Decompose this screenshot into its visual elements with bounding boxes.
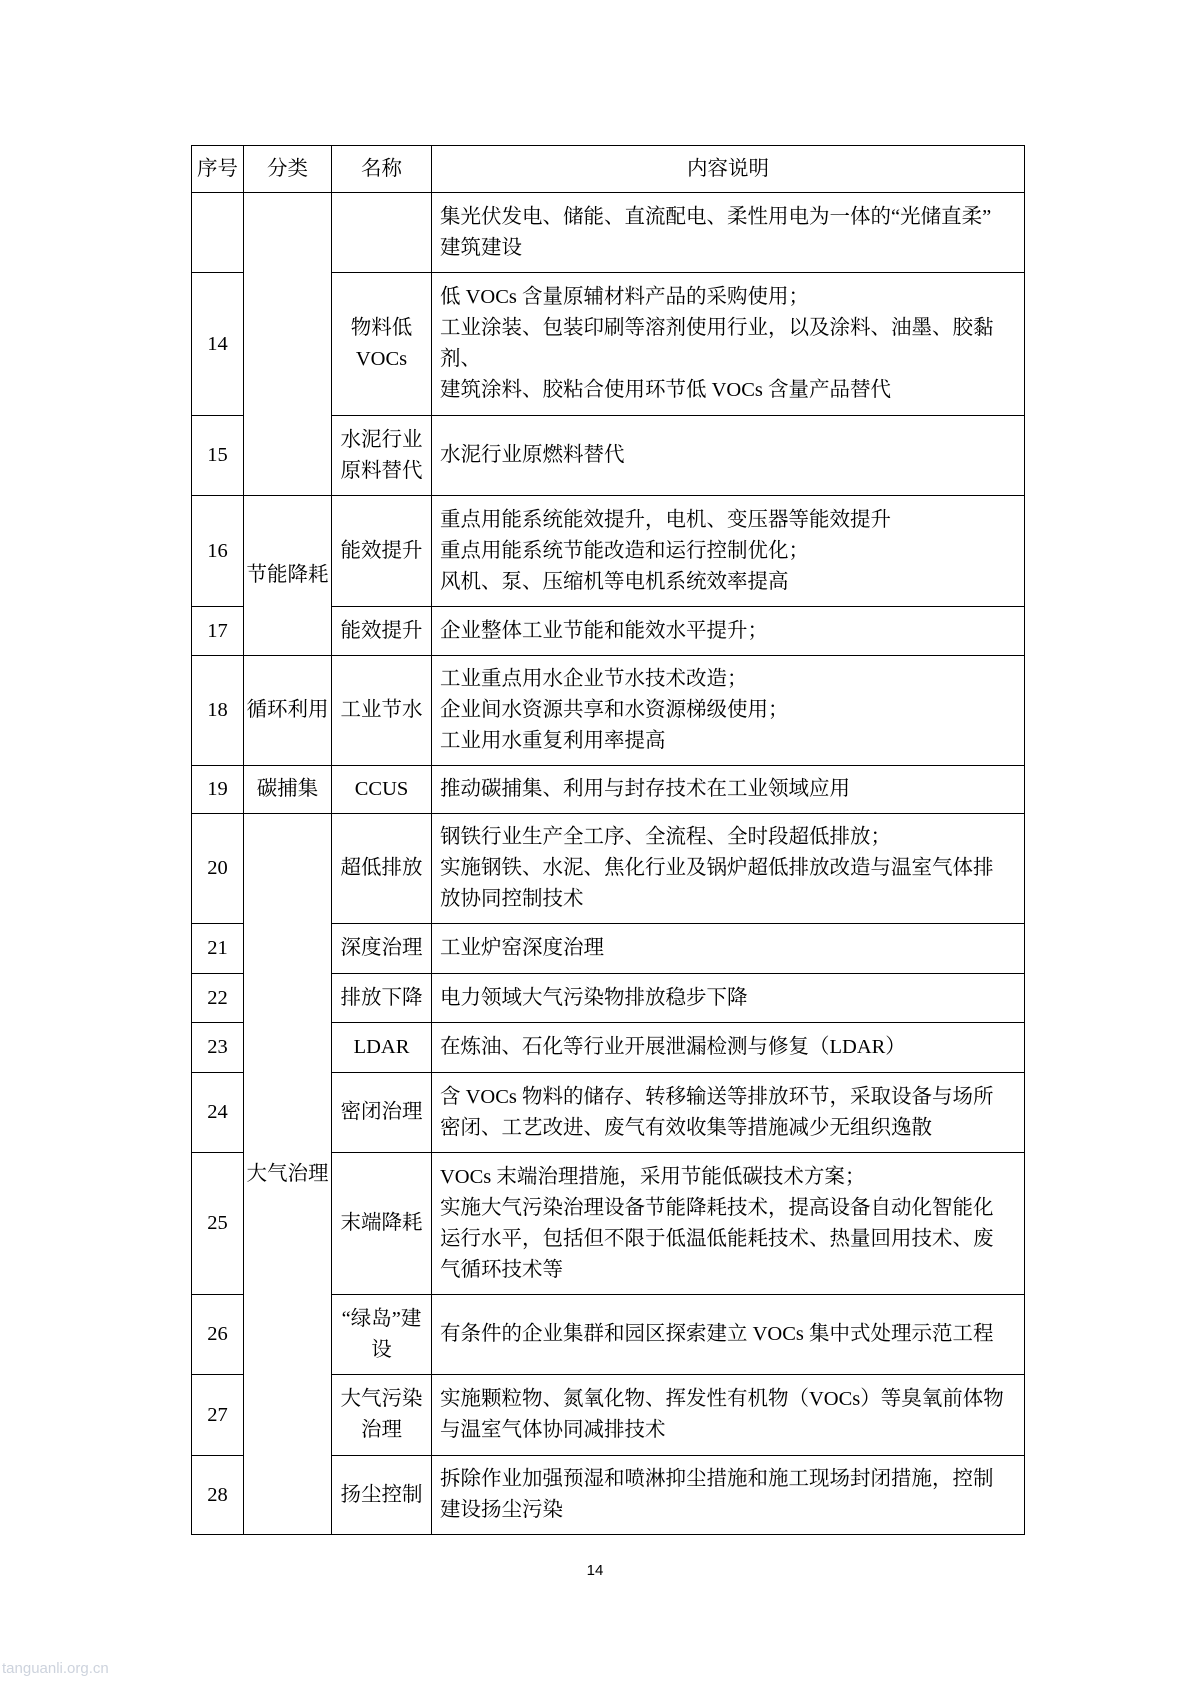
content-line: 企业整体工业节能和能效水平提升；	[440, 619, 768, 642]
content-line: 实施颗粒物、氮氧化物、挥发性有机物（VOCs）等臭氧前体物	[440, 1388, 1004, 1410]
table-row	[192, 814, 1025, 924]
content-line: 实施大气污染治理设备节能降耗技术，提高设备自动化智能化	[440, 1196, 994, 1219]
content-cell	[432, 974, 1025, 1023]
content-line: 在炼油、石化等行业开展泄漏检测与修复（LDAR）	[440, 1036, 906, 1058]
name-cell	[332, 496, 432, 607]
page-number: 14	[586, 1562, 604, 1579]
content-line: 建筑建设	[440, 236, 522, 259]
watermark-text: tanguanli.org.cn	[2, 1660, 109, 1677]
content-cell	[432, 656, 1025, 766]
content-line: 风机、泵、压缩机等电机系统效率提高	[440, 570, 789, 593]
table-row	[192, 496, 1025, 607]
name-line: 深度治理	[340, 937, 423, 959]
name-cell	[332, 766, 432, 814]
name-line: CCUS	[354, 778, 409, 800]
name-line: LDAR	[353, 1036, 410, 1058]
measures-table	[191, 145, 1025, 1535]
name-line: 能效提升	[340, 539, 423, 562]
content-line: 放协同控制技术	[440, 888, 584, 910]
table-row	[192, 193, 1025, 273]
content-line: 剂、	[440, 348, 481, 370]
seq-cell: 28	[192, 1456, 244, 1535]
content-line: 有条件的企业集群和园区探索建立 VOCs 集中式处理示范工程	[440, 1323, 994, 1345]
content-cell	[432, 766, 1025, 814]
name-line: 超低排放	[340, 857, 423, 879]
content-line: 重点用能系统节能改造和运行控制优化；	[440, 539, 809, 562]
seq-cell: 15	[192, 416, 244, 496]
content-line: VOCs 末端治理措施，采用节能低碳技术方案；	[440, 1165, 866, 1188]
name-cell	[332, 1375, 432, 1456]
seq-cell: 26	[192, 1295, 244, 1375]
name-line: 扬尘控制	[340, 1483, 423, 1506]
content-line: 工业炉窑深度治理	[440, 937, 604, 959]
name-line: 水泥行业	[340, 428, 423, 451]
name-line: 密闭治理	[340, 1101, 423, 1123]
content-cell	[432, 1456, 1025, 1535]
seq-cell: 20	[192, 814, 244, 924]
seq-cell: 22	[192, 974, 244, 1023]
content-line: 与温室气体协同减排技术	[440, 1419, 666, 1441]
name-line: 治理	[361, 1419, 402, 1441]
category-cell: 循环利用	[244, 656, 332, 766]
name-line: “绿岛”建	[341, 1307, 422, 1330]
name-line: VOCs	[355, 348, 408, 370]
name-cell	[332, 1073, 432, 1153]
content-line: 工业涂装、包装印刷等溶剂使用行业，以及涂料、油墨、胶黏	[440, 317, 994, 339]
name-line: 物料低	[350, 317, 413, 339]
content-line: 工业用水重复利用率提高	[440, 730, 666, 752]
category-cell: 节能降耗	[244, 496, 332, 656]
name-line: 排放下降	[340, 986, 423, 1009]
content-line: 重点用能系统能效提升，电机、变压器等能效提升	[440, 508, 891, 531]
category-cell: 碳捕集	[244, 766, 332, 814]
content-line: 建筑涂料、胶粘合使用环节低 VOCs 含量产品替代	[440, 379, 892, 401]
content-cell	[432, 1375, 1025, 1456]
content-cell	[432, 416, 1025, 496]
content-cell	[432, 1295, 1025, 1375]
name-line: 大气污染	[340, 1388, 423, 1410]
name-cell-empty	[332, 193, 432, 273]
seq-cell: 14	[192, 273, 244, 416]
content-line: 企业间水资源共享和水资源梯级使用；	[440, 699, 789, 721]
category-cell: 大气治理	[244, 814, 332, 1535]
name-cell	[332, 607, 432, 656]
content-line: 电力领域大气污染物排放稳步下降	[440, 986, 748, 1009]
seq-cell: 27	[192, 1375, 244, 1456]
content-line: 钢铁行业生产全工序、全流程、全时段超低排放；	[440, 826, 891, 848]
name-cell	[332, 656, 432, 766]
category-cell-empty	[244, 193, 332, 496]
name-cell	[332, 924, 432, 974]
name-line: 工业节水	[340, 699, 423, 721]
content-line: 工业重点用水企业节水技术改造；	[440, 668, 748, 690]
content-line: 低 VOCs 含量原辅材料产品的采购使用；	[440, 286, 810, 308]
seq-cell-empty	[192, 193, 244, 273]
seq-cell: 17	[192, 607, 244, 656]
content-cell	[432, 814, 1025, 924]
header-category: 分类	[244, 146, 332, 193]
name-cell	[332, 1023, 432, 1073]
seq-cell: 19	[192, 766, 244, 814]
content-cell	[432, 496, 1025, 607]
content-cell	[432, 1153, 1025, 1295]
seq-cell: 25	[192, 1153, 244, 1295]
table-row	[192, 766, 1025, 814]
header-seq: 序号	[192, 146, 244, 193]
seq-cell: 23	[192, 1023, 244, 1073]
content-cell	[432, 924, 1025, 974]
name-cell	[332, 416, 432, 496]
name-line: 能效提升	[340, 619, 423, 642]
table-row	[192, 656, 1025, 766]
name-cell	[332, 1153, 432, 1295]
header-name: 名称	[332, 146, 432, 193]
table-body	[192, 146, 1025, 1535]
content-line: 拆除作业加强预湿和喷淋抑尘措施和施工现场封闭措施，控制	[440, 1468, 994, 1490]
name-cell	[332, 1456, 432, 1535]
content-line: 密闭、工艺改进、废气有效收集等措施减少无组织逸散	[440, 1116, 932, 1139]
content-line: 含 VOCs 物料的储存、转移输送等排放环节，采取设备与场所	[440, 1085, 994, 1108]
content-line: 集光伏发电、储能、直流配电、柔性用电为一体的“光储直柔”	[440, 205, 992, 228]
name-cell	[332, 814, 432, 924]
content-line: 推动碳捕集、利用与封存技术在工业领域应用	[440, 778, 850, 800]
content-cell	[432, 607, 1025, 656]
header-content: 内容说明	[432, 146, 1025, 193]
name-line: 设	[371, 1338, 392, 1361]
content-line: 实施钢铁、水泥、焦化行业及锅炉超低排放改造与温室气体排	[440, 857, 994, 879]
content-cell	[432, 1073, 1025, 1153]
name-line: 末端降耗	[340, 1212, 423, 1234]
content-line: 水泥行业原燃料替代	[440, 444, 625, 466]
name-cell	[332, 273, 432, 416]
seq-cell: 24	[192, 1073, 244, 1153]
seq-cell: 18	[192, 656, 244, 766]
content-line: 气循环技术等	[440, 1258, 563, 1281]
name-cell	[332, 974, 432, 1023]
table-header-row	[192, 146, 1025, 193]
seq-cell: 21	[192, 924, 244, 974]
seq-cell: 16	[192, 496, 244, 607]
name-cell	[332, 1295, 432, 1375]
content-line: 建设扬尘污染	[440, 1499, 563, 1521]
name-line: 原料替代	[340, 459, 423, 482]
content-cell	[432, 273, 1025, 416]
content-cell	[432, 193, 1025, 273]
content-cell	[432, 1023, 1025, 1073]
content-line: 运行水平，包括但不限于低温低能耗技术、热量回用技术、废	[440, 1227, 994, 1250]
